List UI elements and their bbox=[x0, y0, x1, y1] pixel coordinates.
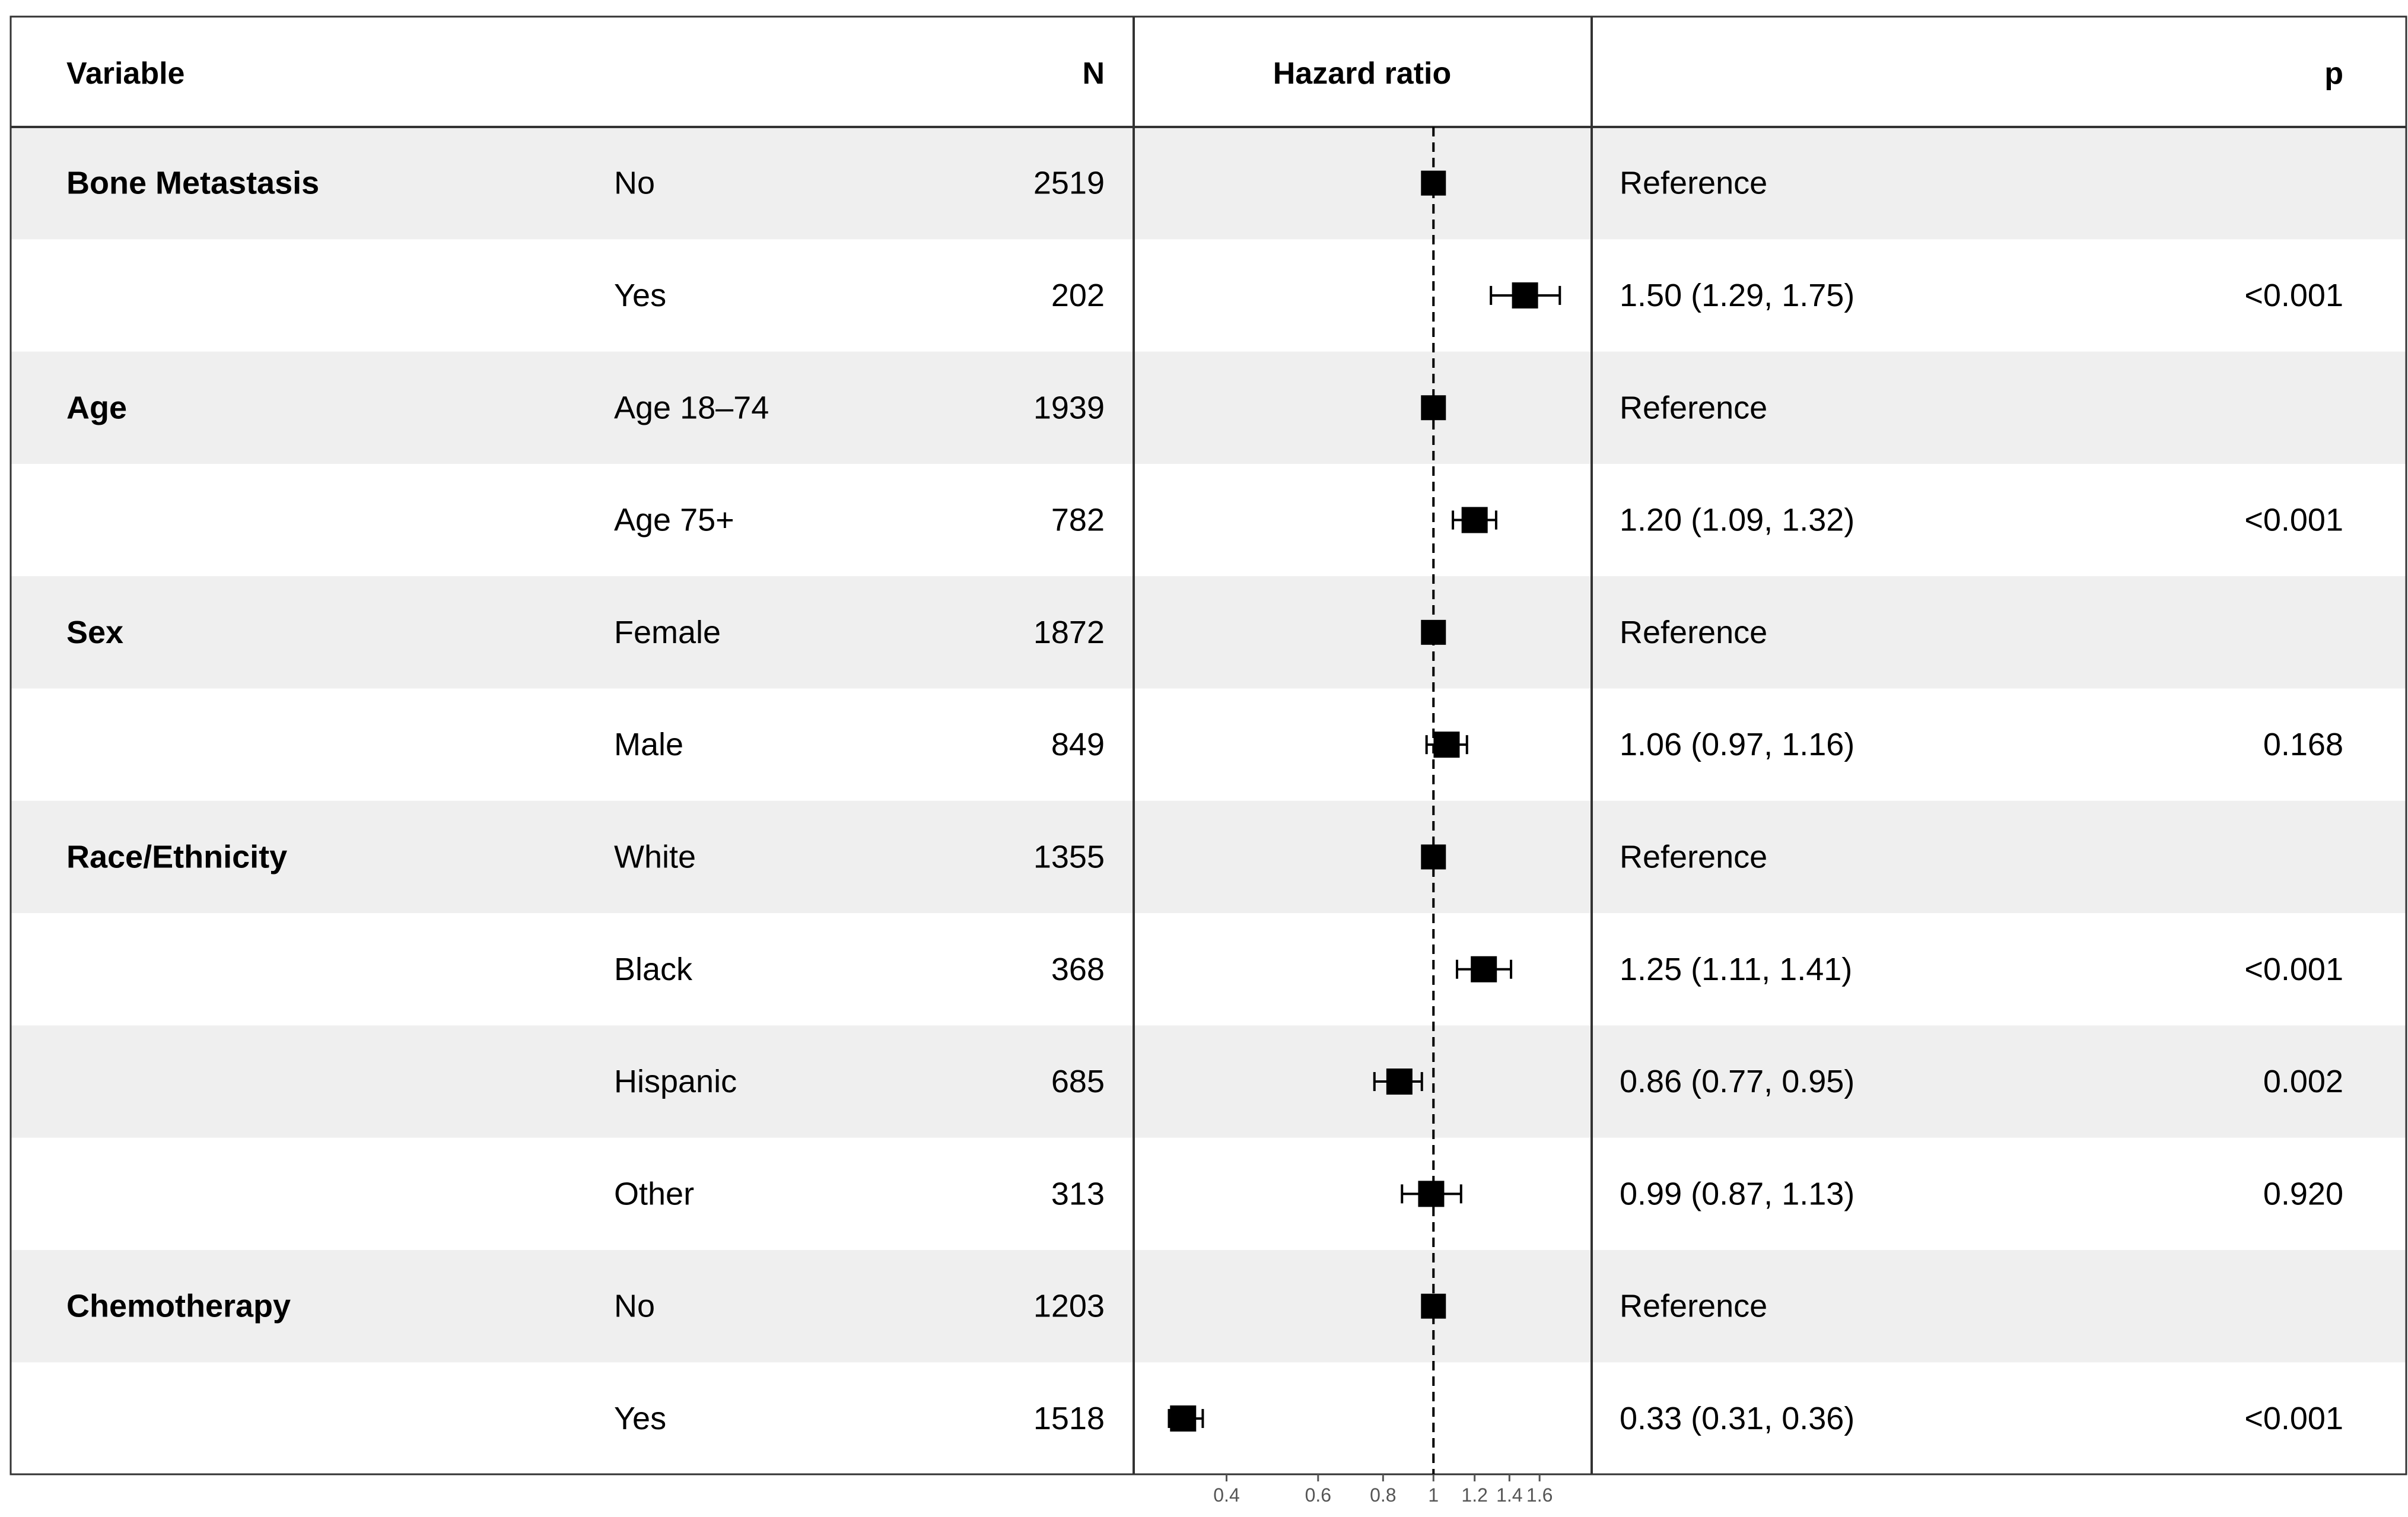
row-level-label: Age 18–74 bbox=[614, 390, 769, 426]
row-n-value: 1355 bbox=[1033, 839, 1105, 875]
reference-point bbox=[1421, 620, 1446, 645]
x-axis bbox=[1213, 1474, 1553, 1506]
row-level-label: Female bbox=[614, 614, 721, 650]
row-p-value: <0.001 bbox=[2244, 1400, 2343, 1436]
header-n: N bbox=[1082, 56, 1105, 91]
row-p-value: <0.001 bbox=[2244, 951, 2343, 987]
row-n-value: 368 bbox=[1051, 951, 1105, 987]
row-level-label: Hispanic bbox=[614, 1064, 737, 1100]
row-stripe bbox=[11, 1250, 2406, 1362]
row-estimate-text: 1.06 (0.97, 1.16) bbox=[1620, 727, 1855, 763]
row-estimate-text: Reference bbox=[1620, 614, 1768, 650]
row-variable-label: Sex bbox=[66, 614, 124, 650]
row-estimate-text: 1.20 (1.09, 1.32) bbox=[1620, 502, 1855, 538]
row-n-value: 849 bbox=[1051, 727, 1105, 763]
row-variable-label: Age bbox=[66, 390, 128, 426]
header-variable: Variable bbox=[66, 56, 185, 91]
x-tick-label: 0.4 bbox=[1213, 1484, 1240, 1506]
row-estimate-text: 0.33 (0.31, 0.36) bbox=[1620, 1400, 1855, 1436]
hazard-ratio-point bbox=[1170, 1405, 1196, 1432]
row-p-value: 0.168 bbox=[2263, 727, 2343, 763]
header-hazard-ratio: Hazard ratio bbox=[1273, 56, 1452, 91]
row-variable-label: Bone Metastasis bbox=[66, 165, 320, 201]
reference-point bbox=[1421, 1294, 1446, 1319]
row-variable-label: Chemotherapy bbox=[66, 1288, 291, 1324]
hazard-ratio-point bbox=[1462, 507, 1488, 533]
row-level-label: Black bbox=[614, 951, 693, 987]
hazard-ratio-point bbox=[1386, 1068, 1413, 1095]
row-n-value: 202 bbox=[1051, 277, 1105, 313]
hazard-ratio-point bbox=[1433, 732, 1459, 758]
row-estimate-text: 0.86 (0.77, 0.95) bbox=[1620, 1064, 1855, 1100]
row-n-value: 1203 bbox=[1033, 1288, 1105, 1324]
row-estimate-text: Reference bbox=[1620, 165, 1768, 201]
x-tick-label: 1 bbox=[1428, 1484, 1439, 1506]
row-level-label: White bbox=[614, 839, 696, 875]
row-stripe bbox=[11, 1025, 2406, 1137]
x-tick-label: 0.8 bbox=[1370, 1484, 1397, 1506]
row-level-label: Other bbox=[614, 1176, 695, 1212]
row-variable-label: Race/Ethnicity bbox=[66, 839, 288, 875]
hazard-ratio-point bbox=[1418, 1181, 1444, 1207]
reference-point bbox=[1421, 171, 1446, 196]
row-estimate-text: 0.99 (0.87, 1.13) bbox=[1620, 1176, 1855, 1212]
hazard-ratio-point bbox=[1512, 282, 1538, 309]
header-p: p bbox=[2324, 56, 2343, 91]
row-p-value: <0.001 bbox=[2244, 502, 2343, 538]
row-stripe bbox=[11, 352, 2406, 464]
reference-point bbox=[1421, 844, 1446, 869]
row-estimate-text: Reference bbox=[1620, 390, 1768, 426]
row-n-value: 1872 bbox=[1033, 614, 1105, 650]
table-header bbox=[66, 56, 2343, 91]
row-stripe bbox=[11, 576, 2406, 688]
row-n-value: 1939 bbox=[1033, 390, 1105, 426]
x-tick-label: 1.4 bbox=[1496, 1484, 1523, 1506]
row-estimate-text: 1.25 (1.11, 1.41) bbox=[1620, 951, 1853, 987]
row-level-label: Yes bbox=[614, 277, 667, 313]
row-estimate-text: Reference bbox=[1620, 1288, 1768, 1324]
row-estimate-text: 1.50 (1.29, 1.75) bbox=[1620, 277, 1855, 313]
hazard-ratio-point bbox=[1471, 956, 1497, 982]
row-n-value: 685 bbox=[1051, 1064, 1105, 1100]
row-n-value: 313 bbox=[1051, 1176, 1105, 1212]
x-tick-label: 1.6 bbox=[1526, 1484, 1553, 1506]
row-level-label: Yes bbox=[614, 1400, 667, 1436]
row-estimate-text: Reference bbox=[1620, 839, 1768, 875]
row-p-value: <0.001 bbox=[2244, 277, 2343, 313]
row-p-value: 0.002 bbox=[2263, 1064, 2343, 1100]
row-p-value: 0.920 bbox=[2263, 1176, 2343, 1212]
row-stripes bbox=[11, 127, 2406, 1362]
row-n-value: 1518 bbox=[1033, 1400, 1105, 1436]
x-tick-label: 0.6 bbox=[1305, 1484, 1332, 1506]
row-stripe bbox=[11, 127, 2406, 239]
reference-point bbox=[1421, 395, 1446, 420]
row-level-label: No bbox=[614, 1288, 656, 1324]
row-level-label: Age 75+ bbox=[614, 502, 734, 538]
row-level-label: No bbox=[614, 165, 656, 201]
row-stripe bbox=[11, 801, 2406, 913]
row-n-value: 2519 bbox=[1033, 165, 1105, 201]
x-tick-label: 1.2 bbox=[1461, 1484, 1488, 1506]
row-level-label: Male bbox=[614, 727, 684, 763]
row-n-value: 782 bbox=[1051, 502, 1105, 538]
